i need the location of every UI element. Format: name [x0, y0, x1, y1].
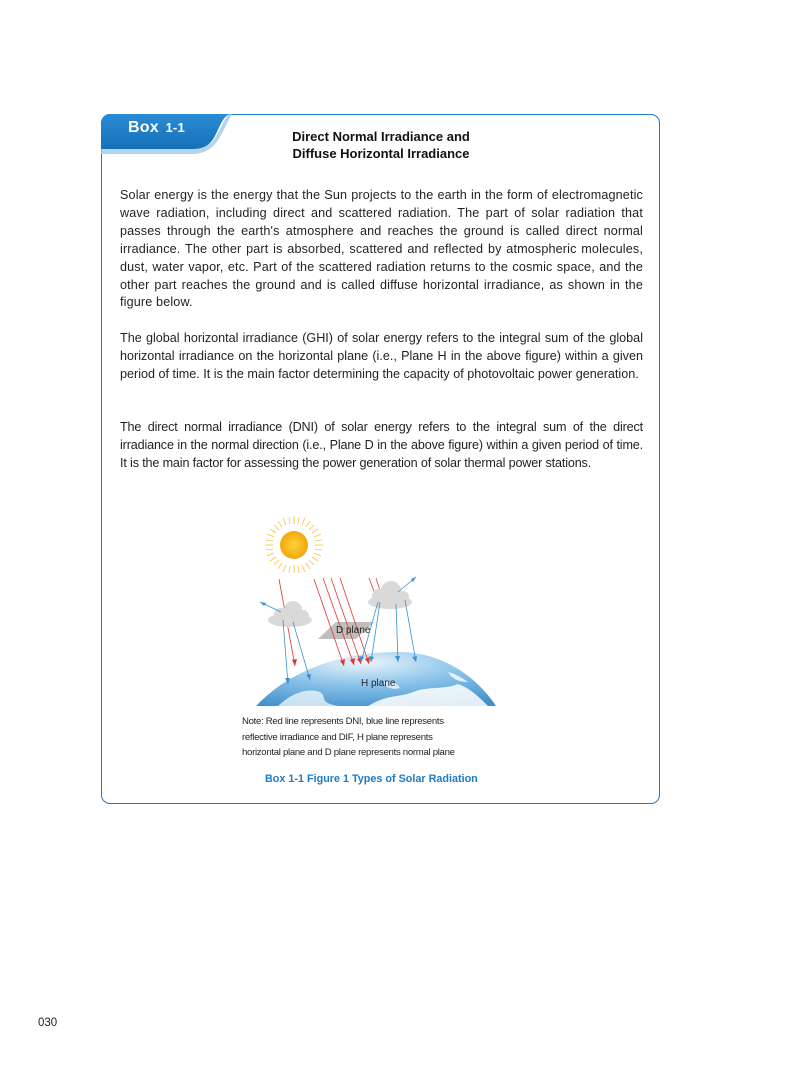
paragraph-solar-energy: Solar energy is the energy that the Sun projects to the earth in the form of electromagnetic wave radiation, including direct and scattered radiation. The part of solar radiation that passes through the earth's atmosphere and reaches the ground is called direct normal irradiance. The other part is absorbed, scattered and reflected by atmospheric molecules, dust, water vapor, etc. Part of the scattered radiation returns to the cosmic space, and the other part reaches the ground and is called diffuse horizontal irradiance, as shown in the figure below.	[120, 188, 643, 310]
box-label-word: Box	[128, 119, 159, 136]
sun-icon	[265, 516, 323, 573]
cloud-icon-left	[268, 601, 312, 627]
figure-note-line1: Note: Red line represents DNI, blue line represents	[242, 716, 444, 727]
solar-radiation-figure	[248, 512, 498, 717]
figure-note-line3: horizontal plane and D plane represents normal plane	[242, 747, 455, 759]
h-plane-label: H plane	[361, 678, 396, 689]
cloud-icon-right	[368, 581, 412, 609]
box-label	[128, 119, 185, 137]
figure-caption: Box 1-1 Figure 1 Types of Solar Radiation	[265, 773, 478, 785]
box-title-line1: Direct Normal Irradiance and	[292, 129, 470, 144]
figure-note-line2: reflective irradiance and DIF, H plane represents	[242, 731, 433, 743]
box-label-number: 1-1	[165, 120, 185, 135]
page-number: 030	[38, 1017, 58, 1029]
box-title-line2: Diffuse Horizontal Irradiance	[292, 146, 470, 161]
paragraph-dni: The direct normal irradiance (DNI) of solar energy refers to the integral sum of the direct irradiance in the normal direction (i.e., Plane D in the above figure) within a given period of time. It is the main factor for assessing the power generation of solar thermal power stations.	[120, 420, 643, 470]
figure-note	[242, 714, 512, 761]
box-title	[250, 128, 512, 162]
paragraph-ghi: The global horizontal irradiance (GHI) of solar energy refers to the integral sum of the global horizontal irradiance on the horizontal plane (i.e., Plane H in the above figure) within a given period of time. It is the main factor determining the capacity of photovoltaic power generation.	[120, 331, 643, 381]
d-plane-label: D plane	[336, 625, 371, 636]
